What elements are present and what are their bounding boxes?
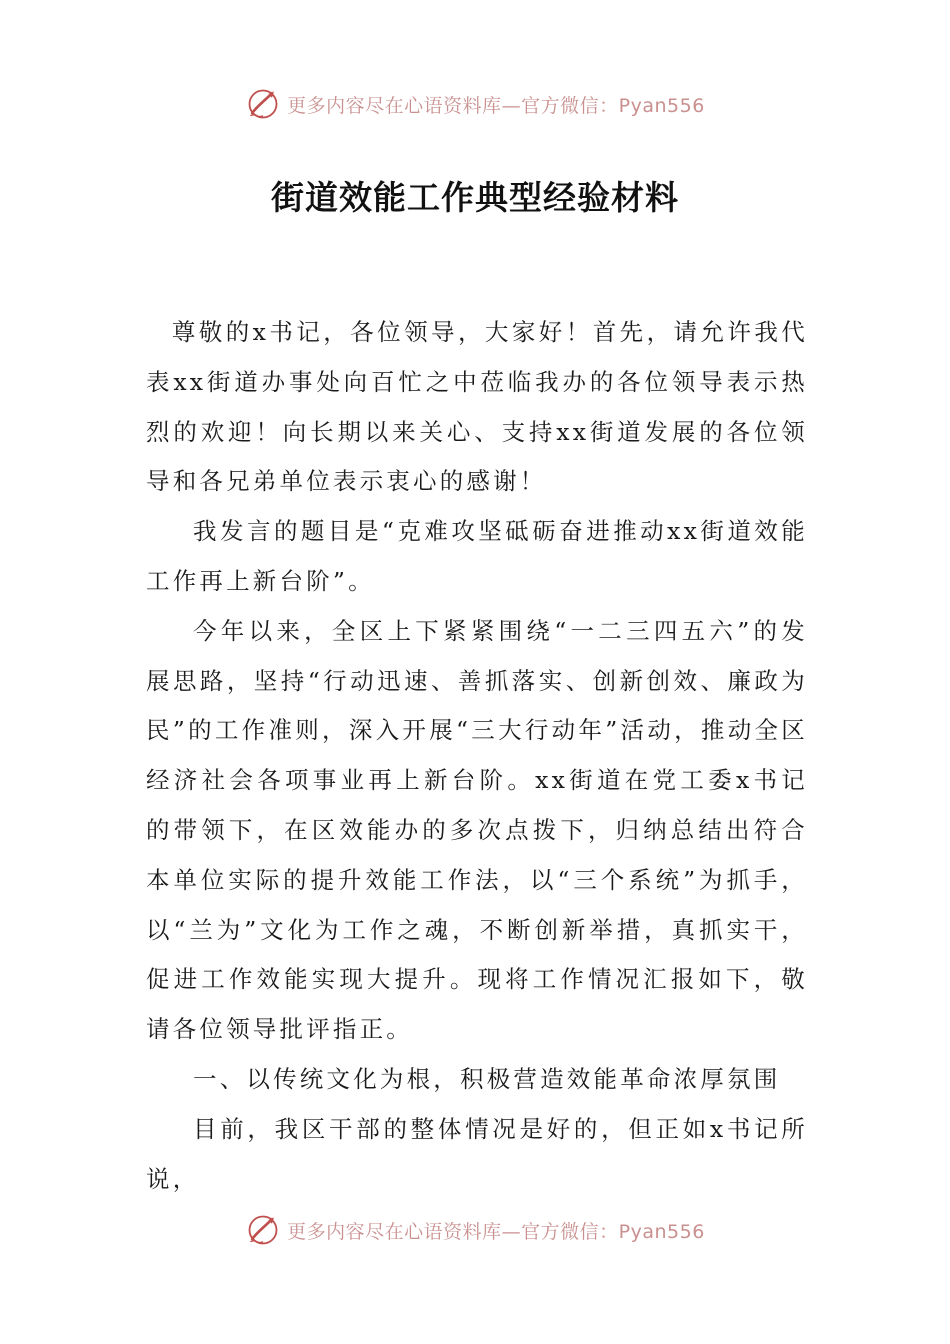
section-heading-1: 一、以传统文化为根，积极营造效能革命浓厚氛围: [193, 1064, 781, 1093]
paragraph-topic: 我发言的题目是“克难攻坚砥砺奋进推动xx街道效能工作再上新台阶”。: [146, 517, 808, 595]
header-watermark-banner: [0, 84, 950, 124]
watermark-text: 更多内容尽在心语资料库—官方微信：Pyan556: [287, 1220, 705, 1243]
wechat-id: Pyan556: [618, 94, 705, 117]
pen-logo-icon: [245, 86, 281, 122]
paragraph-greeting: 尊敬的x书记，各位领导，大家好！首先，请允许我代表xx街道办事处向百忙之中莅临我办的各位领导表示热烈的欢迎！向长期以来关心、支持xx街道发展的各位领导和各兄弟单位表示衷心的感谢！: [146, 318, 808, 496]
watermark-text: 更多内容尽在心语资料库—官方微信：Pyan556: [287, 94, 705, 117]
footer-watermark-banner: [0, 1210, 950, 1250]
document-body: [146, 308, 808, 1204]
document-title: 街道效能工作典型经验材料: [271, 178, 679, 217]
wechat-id: Pyan556: [618, 1220, 705, 1243]
paragraph-overview: 今年以来，全区上下紧紧围绕“一二三四五六”的发展思路，坚持“行动迅速、善抓落实、创新创效、廉政为民”的工作准则，深入开展“三大行动年”活动，推动全区经济社会各项事业再上新台阶。xx街道在党工委x书记的带领下，在区效能办的多次点拨下，归纳总结出符合本单位实际的提升效能工作法，以“三个系统”为抓手，以“兰为”文化为工作之魂，不断创新举措，真抓实干，促进工作效能实现大提升。现将工作情况汇报如下，敬请各位领导批评指正。: [146, 616, 808, 1044]
pen-logo-icon: [245, 1212, 281, 1248]
paragraph-section-1: 目前，我区干部的整体情况是好的，但正如x书记所说，: [146, 1114, 808, 1193]
